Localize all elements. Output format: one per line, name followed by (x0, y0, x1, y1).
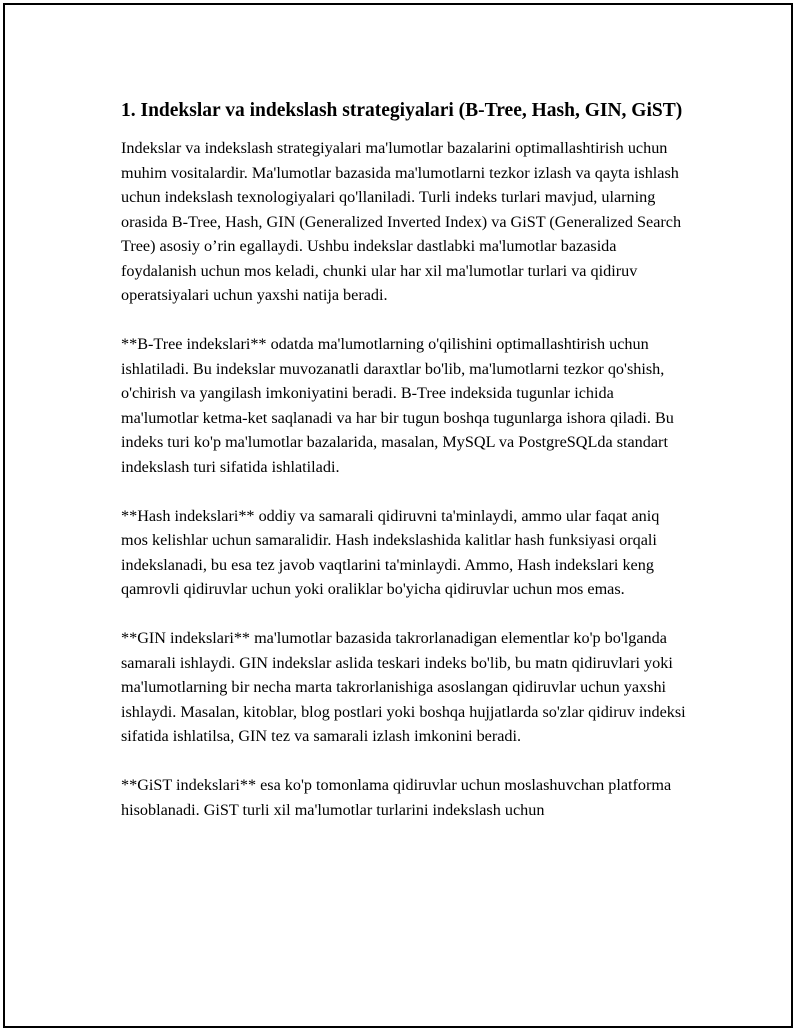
paragraph-btree: **B-Tree indekslari** odatda ma'lumotlarning o'qilishini optimallashtirish uchun ishlatiladi. Bu indekslar muvozanatli daraxtlar bo'lib, ma'lumotlarni tezkor qo'shish, o'chirish va yangilash imkoniyatini beradi. B-Tree indeksida tugunlar ichida ma'lumotlar ketma-ket saqlanadi va har bir tugun boshqa tugunlarga ishora qiladi. Bu indeks turi ko'p ma'lumotlar bazalarida, masalan, MySQL va PostgreSQLda standart indekslash turi sifatida ishlatiladi. (121, 335, 674, 476)
paragraph-hash: **Hash indekslari** oddiy va samarali qidiruvni ta'minlaydi, ammo ular faqat aniq mos kelishlar uchun samaralidir. Hash indekslashida kalitlar hash funksiyasi orqali indekslanadi, bu esa tez javob vaqtlarini ta'minlaydi. Ammo, Hash indekslari keng qamrovli qidiruvlar uchun yoki oraliklar bo'yicha qidiruvlar uchun mos emas. (121, 506, 660, 598)
document-body (121, 97, 689, 847)
paragraph-gist: **GiST indekslari** esa ko'p tomonlama qidiruvlar uchun moslashuvchan platforma hisoblanadi. GiST turli xil ma'lumotlar turlarini indekslash uchun (121, 776, 672, 819)
document-page (3, 3, 793, 1028)
paragraph-intro: Indekslar va indekslash strategiyalari ma'lumotlar bazalarini optimallashtirish uchun muhim vositalardir. Ma'lumotlar bazasida ma'lumotlarni tezkor izlash va qayta ishlash uchun indekslash texnologiyalari qo'llaniladi. Turli indeks turlari mavjud, ularning orasida B-Tree, Hash, GIN (Generalized Inverted Index) va GiST (Generalized Search Tree) asosiy o’rin egallaydi. Ushbu indekslar dastlabki ma'lumotlar bazasida foydalanish uchun mos keladi, chunki ular har xil ma'lumotlar turlari va qidiruv operatsiyalari uchun yaxshi natija beradi. (121, 139, 682, 304)
paragraph-gin: **GIN indekslari** ma'lumotlar bazasida takrorlanadigan elementlar ko'p bo'lganda samarali ishlaydi. GIN indekslar aslida teskari indeks bo'lib, bu matn qidiruvlari yoki ma'lumotlarning bir necha marta takrorlanishiga asoslangan qidiruvlar uchun yaxshi ishlaydi. Masalan, kitoblar, blog postlari yoki boshqa hujjatlarda so'zlar qidiruv indeksi sifatida ishlatilsa, GIN tez va samarali izlash imkonini beradi. (121, 629, 686, 745)
section-heading: 1. Indekslar va indekslash strategiyalari (B-Tree, Hash, GIN, GiST) (121, 100, 683, 121)
